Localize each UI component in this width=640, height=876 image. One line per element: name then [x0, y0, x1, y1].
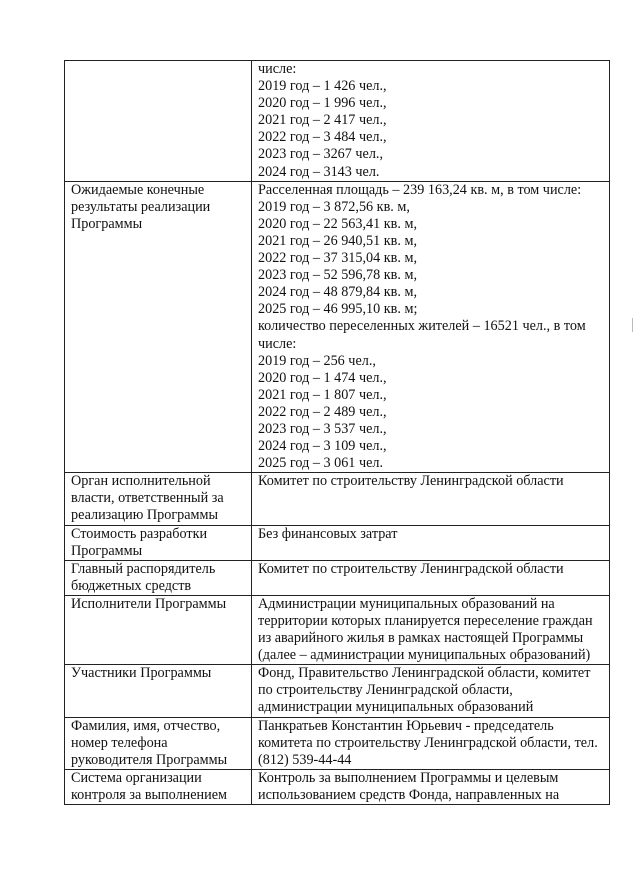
row-label-cell: Участники Программы: [65, 665, 252, 717]
row-label-cell: Главный распорядитель бюджетных средств: [65, 560, 252, 595]
value-line: 2023 год – 52 596,78 кв. м,: [258, 267, 417, 284]
row-label-cell: Стоимость разработки Программы: [65, 525, 252, 560]
row-value-cell: [252, 181, 610, 473]
table-row: [65, 595, 610, 664]
value-line: 2023 год – 3 537 чел.,: [258, 420, 387, 437]
row-label-cell: Ожидаемые конечные результаты реализации Программы: [65, 181, 252, 473]
table-row: [65, 665, 610, 717]
value-line: 2019 год – 256 чел.,: [258, 352, 376, 369]
row-value-cell: Комитет по строительству Ленинградской области: [252, 560, 610, 595]
value-line: 2019 год – 3 872,56 кв. м,: [258, 198, 410, 215]
table-row: [65, 61, 610, 182]
value-line: 2023 год – 3267 чел.,: [258, 146, 384, 163]
table-row: [65, 181, 610, 473]
value-line: 2025 год – 46 995,10 кв. м;: [258, 301, 418, 318]
row-value-cell: Контроль за выполнением Программы и целевым использованием средств Фонда, направленных на: [252, 769, 610, 804]
row-value-cell: Администрации муниципальных образований на территории которых планируется переселение граждан из аварийного жилья в рамках настоящей Программы (далее – администрации муниципальных образований): [252, 595, 610, 664]
table-row: [65, 525, 610, 560]
row-label-cell: Исполнители Программы: [65, 595, 252, 664]
value-line: 2024 год – 48 879,84 кв. м,: [258, 284, 417, 301]
value-line: 2022 год – 2 489 чел.,: [258, 403, 387, 420]
row-value-cell: [252, 61, 610, 182]
value-line: 2024 год – 3 109 чел.,: [258, 438, 387, 455]
value-line: 2019 год – 1 426 чел.,: [258, 78, 387, 95]
value-line: 2022 год – 37 315,04 кв. м,: [258, 250, 417, 267]
value-line: числе:: [258, 61, 297, 77]
row-value-cell: Без финансовых затрат: [252, 525, 610, 560]
row-label-cell: Фамилия, имя, отчество, номер телефона руководителя Программы: [65, 717, 252, 769]
table-row: [65, 769, 610, 804]
table-row: [65, 717, 610, 769]
row-label-cell: Орган исполнительной власти, ответственный за реализацию Программы: [65, 473, 252, 525]
value-line: количество переселенных жителей – 16521 чел., в том: [258, 318, 586, 335]
value-line: 2021 год – 2 417 чел.,: [258, 112, 387, 129]
value-line: 2024 год – 3143 чел.: [258, 163, 380, 180]
row-value-cell: Фонд, Правительство Ленинградской области, комитет по строительству Ленинградской области, администрации муниципальных образований: [252, 665, 610, 717]
value-line: 2020 год – 22 563,41 кв. м,: [258, 215, 417, 232]
table-row: [65, 473, 610, 525]
value-line: числе:: [258, 335, 297, 352]
row-value-cell: Комитет по строительству Ленинградской области: [252, 473, 610, 525]
row-value-cell: Панкратьев Константин Юрьевич - председатель комитета по строительству Ленинградской области, тел. (812) 539-44-44: [252, 717, 610, 769]
row-label-cell: [65, 61, 252, 182]
value-line: 2021 год – 26 940,51 кв. м,: [258, 232, 417, 249]
scan-edge-mark: [632, 318, 633, 332]
value-line: 2022 год – 3 484 чел.,: [258, 129, 387, 146]
program-passport-table: [64, 60, 610, 805]
value-line: 2025 год – 3 061 чел.: [258, 455, 384, 472]
value-line: Расселенная площадь – 239 163,24 кв. м, в том числе:: [258, 181, 582, 198]
row-label-cell: Система организации контроля за выполнением: [65, 769, 252, 804]
value-line: 2020 год – 1 996 чел.,: [258, 95, 387, 112]
value-line: 2020 год – 1 474 чел.,: [258, 369, 387, 386]
value-line: 2021 год – 1 807 чел.,: [258, 386, 387, 403]
table-row: [65, 560, 610, 595]
